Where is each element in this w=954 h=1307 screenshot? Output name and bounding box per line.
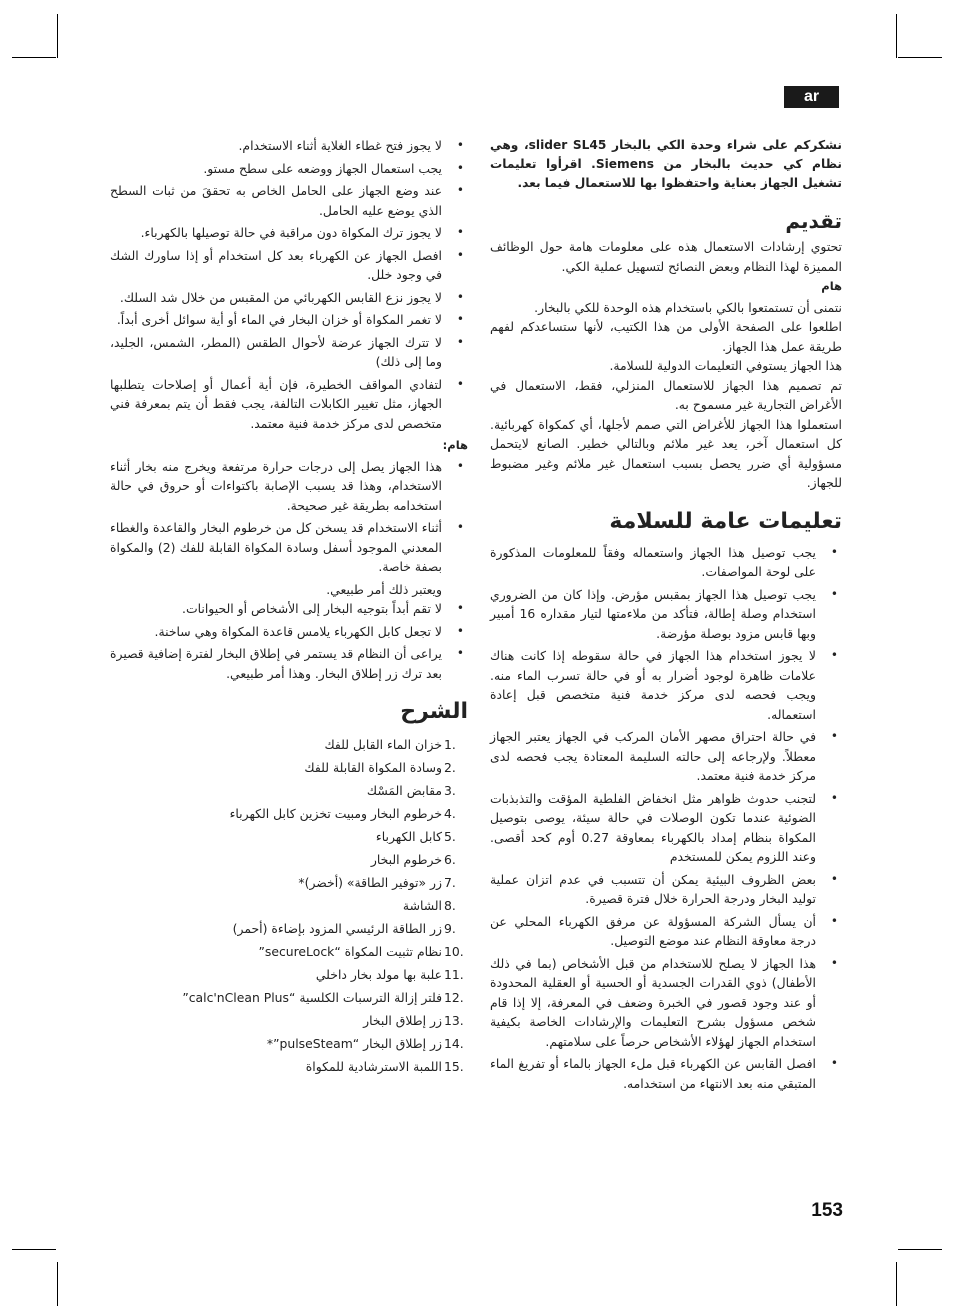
part-item: 8. الشاشة	[402, 898, 456, 913]
crop-mark	[12, 57, 56, 58]
important-list-2	[110, 599, 468, 683]
safety-item: • يجب توصيل هذا الجهاز واستعماله وفقاً للمعلومات المذكورة على لوحة المواصفات.	[490, 543, 842, 582]
safety-list	[490, 543, 842, 1094]
safety-item: • في حالة احتراق مصهر الأمان المركب في الجهاز يعتبر الجهاز معطلاً. ولإرجاعه إلى حالته السليمة المعتادة يجب فحصه لدى مركز خدمة فنية معتمد.	[490, 727, 842, 786]
page-number: 153	[811, 1200, 843, 1221]
safety-item: • لا يجوز فتح غطاء الغلاية أثناء الاستخدام.	[110, 136, 468, 156]
part-item: 4. خرطوم البخار ومبيت تخزين كابل الكهرباء	[229, 806, 456, 821]
part-item: 2. وسادة المكواة القابلة للفك	[304, 760, 456, 775]
safety-item: • بعض الظروف البيئية يمكن أن تتسبب في عدم اتزان عملية توليد البخار ودرجة الحرارة خلال فترة قصيرة.	[490, 870, 842, 909]
safety-item: • لا يجوز نزع القابس الكهربائي من المقبس من خلال شد السلك.	[110, 288, 468, 308]
safety-item: • لا تترك الجهاز عرضة لأحوال الطقس (المطر، الشمس، الجليد، وما إلى ذلك)	[110, 333, 468, 372]
part-item: 13. زر إطلاق البخار	[363, 1013, 464, 1028]
preface-paragraph: اطلعوا على الصفحة الأولى من هذا الكتيب، لأنها ستساعدكم لفهم طريقة عمل هذا الجهاز.	[490, 319, 842, 354]
safety-item: • عند وضع الجهاز على الحامل الخاص به تحققَ من ثبات السطح الذي يوضع عليه الحامل.	[110, 181, 468, 220]
part-item: 1. خزان الماء القابل للفك	[324, 737, 456, 752]
important-item: • لا تجعل كابل الكهرباء يلامس قاعدة المكواة وهي ساخنة.	[110, 622, 468, 642]
important-item: • هذا الجهاز يصل إلى درجات حرارة مرتفعة ويخرج منه بخار أثناء الاستخدام، وهذا قد يسبب الإصابة باكتواءات أو حروق في حالة استخدامه بطريقة غير صحيحة.	[110, 457, 468, 516]
important-continuation: ويعتبر ذلك أمر طبيعي.	[326, 581, 442, 597]
language-tag: ar	[784, 86, 839, 108]
crop-mark	[896, 14, 897, 58]
safety-continued-list	[110, 136, 468, 433]
preface-paragraph: هذا الجهاز يستوفي التعليمات الدولية للسلامة.	[609, 358, 842, 373]
important-label: هام:	[442, 438, 468, 452]
safety-item: • لتجنب حدوث ظواهر مثل انخفاض الفلطية المؤقت والتذبذبات الضوئية عندما تكون الوصلات في حالة سيئة، يوصى بتوصيل المكواة بنظام إمداد بالكهرباء بمعاوقة 0.27 أوم كحد أقصى. وعند اللزوم يمكن للمستخدم	[490, 789, 842, 867]
important-item: • يراعى أن النظام قد يستمر في إطلاق البخار لفترة إضافية قصيرة بعد ترك زر إطلاق البخار. وهذا أمر طبيعي.	[110, 644, 468, 683]
safety-item: • هذا الجهاز لا يصلح للاستخدام من قبل الأشخاص (بما في ذلك الأطفال) ذوي القدرات الجسدية أو الحسية أو العقلية المحدودة أو عند وجود قصور في الخبرة وضعف في المعرفة، إلا إذا قام شخص مسؤول بشرح التعليمات والإرشادات الخاصة بكيفية استخدام الجهاز لهؤلاء الأشخاص حرصاً على سلامتهم.	[490, 954, 842, 1052]
safety-heading: تعليمات عامة للسلامة	[609, 508, 842, 534]
safety-item: • لا يجوز استخدام هذا الجهاز في حالة سقوطه إذا كانت هناك علامات ظاهرة لوجود أضرار به أو في حالة تسرب الماء منه. ويجب فحصه لدى مركز خدمة فنية متخصص قبل إعادة استعماله.	[490, 646, 842, 724]
important-label: هام	[821, 279, 842, 293]
important-item: • لا تقم أبداً بتوجيه البخار إلى الأشخاص أو الحيوانات.	[110, 599, 468, 619]
part-item: 15. اللمبة الاسترشادية للمكواة	[305, 1059, 464, 1074]
part-item: 11. علبة بها مولد بخار داخلي	[315, 967, 464, 982]
part-item: 3. مقابض المَسْك	[366, 783, 456, 798]
preface-paragraph: نتمنى أن تستمتعوا بالكي باستخدام هذه الوحدة للكي بالبخار.	[534, 299, 842, 315]
safety-item: • لا تغمر المكواة أو خزان البخار في الماء أو أية سوائل أخرى أبداً.	[110, 310, 468, 330]
preface-text: تحتوي إرشادات الاستعمال هذه على معلومات هامة حول الوظائف المميزة لهذا النظام وبعض النصائح لتسهيل عملية الكي.	[490, 239, 842, 274]
crop-mark	[57, 1262, 58, 1306]
safety-item: • يجب توصيل هذا الجهاز بمقبس مؤرض. وإذا كان من الضروري استخدام وصلة إطالة، فتأكد من ملاءمتها لتيار مقداره 16 أمبير وبها قابس مزود بوصلة مؤرضة.	[490, 585, 842, 644]
important-list	[110, 457, 468, 577]
part-item: 5. كابل الكهرباء	[375, 829, 456, 844]
crop-mark	[12, 1249, 56, 1250]
left-column	[110, 136, 468, 1078]
part-item: 12. فلتر إزالة الترسبات الكلسية “calc'nClean Plus”	[182, 990, 464, 1005]
part-item: 10. نظام تثبيت المكواة “secureLock”	[258, 944, 464, 959]
preface-heading: تقديم	[785, 209, 842, 233]
part-item: 7. زر «توفير الطاقة» (أخضر)*	[298, 875, 456, 890]
safety-item: • افصل القابس عن الكهرباء قبل ملء الجهاز بالماء أو تفريغ الماء المتبقي منه بعد الانتهاء من استخدامه.	[490, 1054, 842, 1093]
crop-mark	[57, 14, 58, 58]
safety-item: • لا يجوز ترك المكواة دون مراقبة في حالة توصيلها بالكهرباء.	[110, 223, 468, 243]
description-heading: الشرح	[400, 699, 468, 724]
safety-item: • أن يسأل الشركة المسؤولة عن مرفق الكهرباء المحلي عن درجة معاوقة النظام عند موضع التوصيل.	[490, 912, 842, 951]
part-item: 14. زر إطلاق البخار “pulseSteam”*	[266, 1036, 464, 1051]
safety-item: • يجب استعمال الجهاز ووضعه على سطح مستو.	[110, 159, 468, 179]
part-item: 9. زر الطاقة الرئيسي المزود بإضاءة (أحمر)	[232, 921, 456, 936]
right-column	[490, 136, 842, 1096]
safety-item: • افصل الجهاز عن الكهرباء بعد كل استخدام أو إذا ساورك الشك في وجود خلل.	[110, 246, 468, 285]
crop-mark	[898, 57, 942, 58]
intro-text: نشكركم على شراء وحدة الكي بالبخار slider SL45، وهي نظام كي حديث بالبخار من Siemens. اقرأوا تعليمات تشغيل الجهاز بعناية واحتفظوا بها للاستعمال فيما بعد.	[490, 138, 843, 190]
important-item: • أثناء الاستخدام قد يسخن كل من خرطوم البخار والقاعدة والغطاء المعدني الموجود أسفل وسادة المكواة القابلة للفك (2) والمكواة بصفة خاصة.	[110, 518, 468, 577]
safety-item: • لتفادي المواقف الخطيرة، فإن أية أعمال أو إصلاحات يتطلبها الجهاز، مثل تغيير الكابلات التالفة، يجب فقط أن يتم بمعرفة فني متخصص لدى مركز خدمة فنية معتمد.	[110, 375, 468, 434]
preface-paragraph: تم تصميم هذا الجهاز للاستعمال المنزلي، فقط، الاستعمال في الأغراض التجارية غير مسموح به.	[490, 377, 842, 412]
parts-list	[110, 733, 468, 1078]
preface-paragraph: استعملوا هذا الجهاز للأغراض التي صمم لأجلها، أي كمكواة كهربائية. كل استعمال آخر، يعد غير ملائم وبالتالي خطير. الصانع لايتحمل مسؤولية أي ضرر يحصل بسبب استعمال غير ملائم وغير مضبوط للجهاز.	[490, 416, 842, 490]
crop-mark	[896, 1262, 897, 1306]
crop-mark	[898, 1249, 942, 1250]
part-item: 6. خرطوم البخار	[370, 852, 456, 867]
